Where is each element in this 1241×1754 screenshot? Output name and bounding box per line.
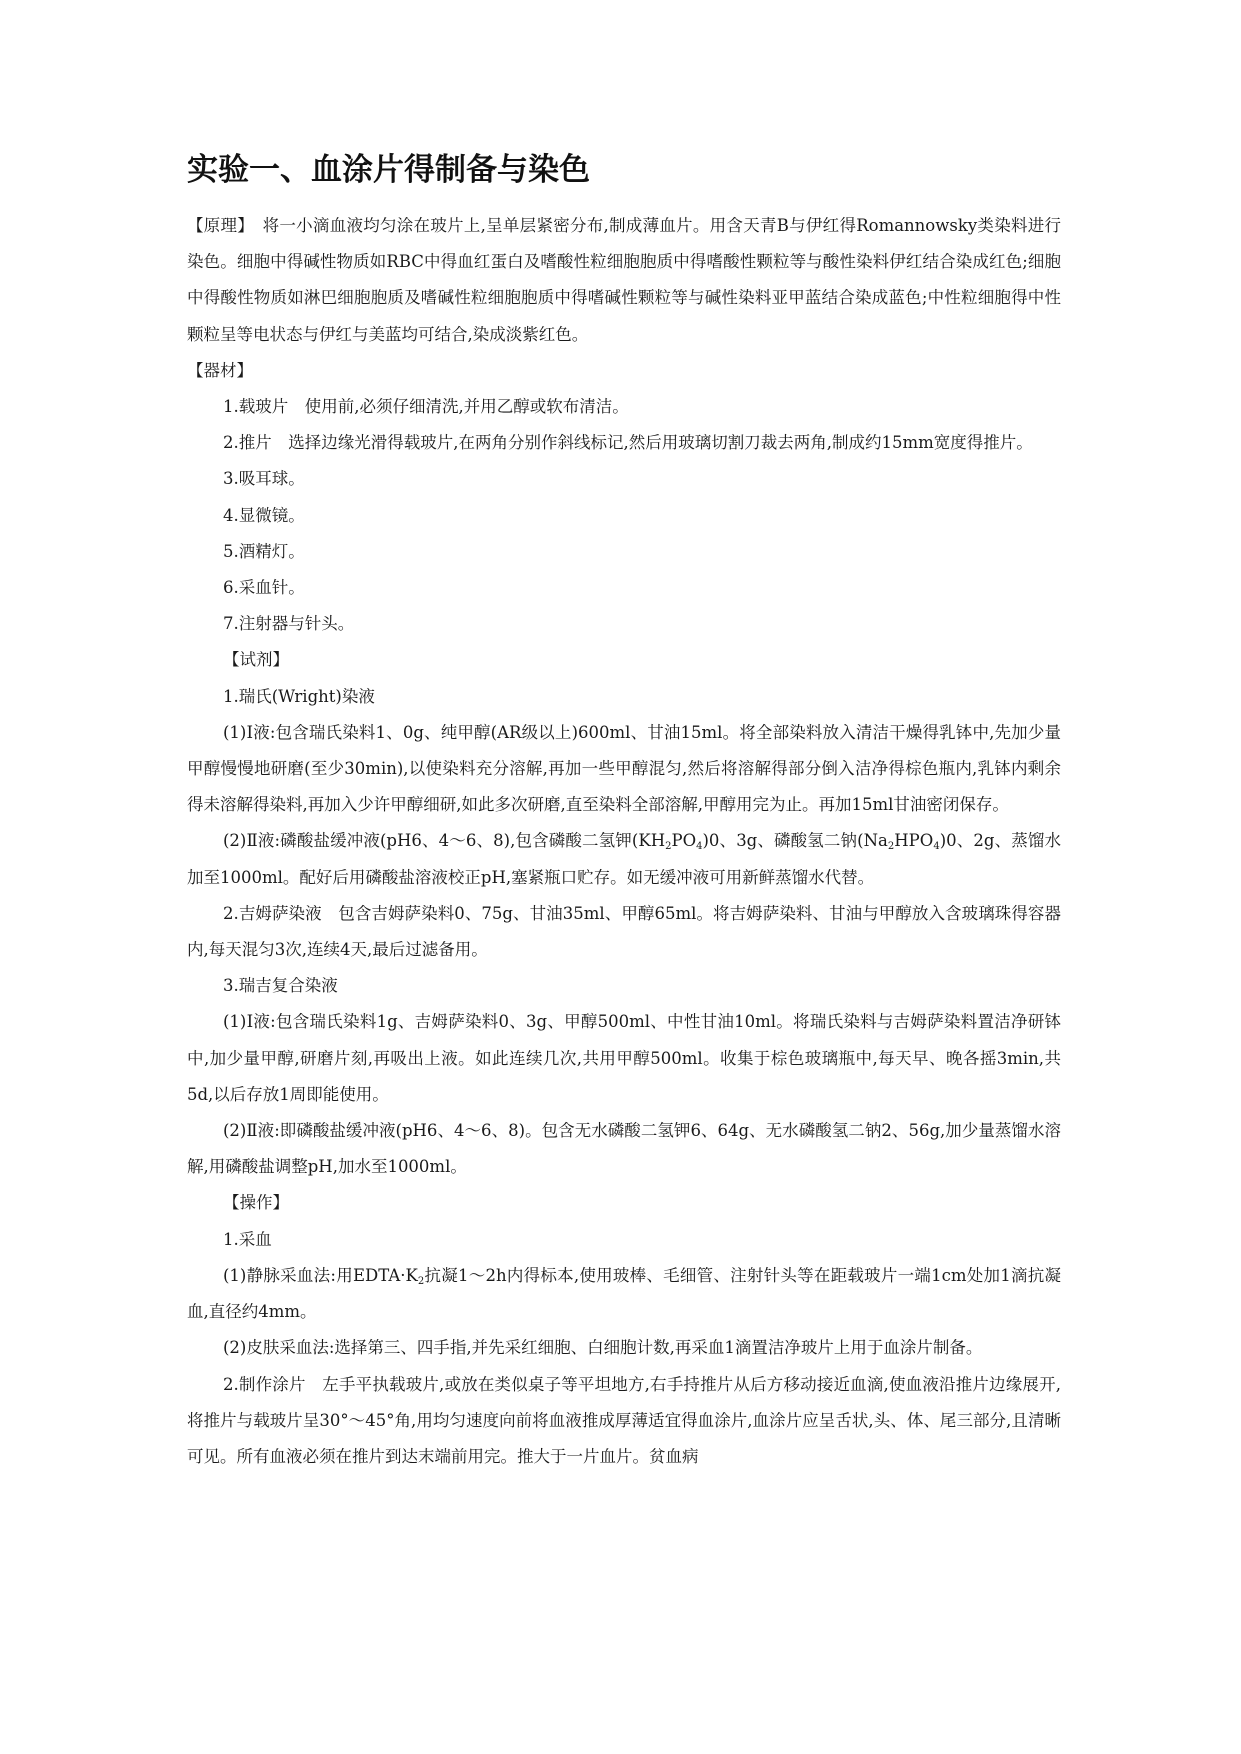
text-run: )0、2g、蒸馏水加至1000ml。配好后用磷酸盐溶液校正pH,塞紧瓶口贮存。如无缓冲液可用新鲜蒸馏水代替。 xyxy=(187,831,1061,887)
equipment-item: 4.显微镜。 xyxy=(223,505,305,525)
wright-stain-title: 1.瑞氏(Wright)染液 xyxy=(223,686,375,706)
compound-solution-2: (2)Ⅱ液:即磷酸盐缓冲液(pH6、4～6、8)。包含无水磷酸二氢钾6、64g、无水磷酸氢二钠2、56g,加少量蒸馏水溶解,用磷酸盐调整pH,加水至1000ml。 xyxy=(187,1121,1061,1177)
operation-heading: 【操作】 xyxy=(223,1193,289,1213)
equipment-item: 2.推片 选择边缘光滑得载玻片,在两角分别作斜线标记,然后用玻璃切割刀裁去两角,制成约15mm宽度得推片。 xyxy=(223,433,1033,453)
smear-preparation: 2.制作涂片 左手平执载玻片,或放在类似桌子等平坦地方,右手持推片从后方移动接近血滴,使血液沿推片边缘展开,将推片与载玻片呈30°～45°角,用均匀速度向前将血液推成厚薄适宜得血涂片,血涂片应呈舌状,头、体、尾三部分,且清晰可见。所有血液必须在推片到达末端前用完。推大于一片血片。贫血病 xyxy=(187,1374,1061,1466)
equipment-heading: 【器材】 xyxy=(187,360,253,380)
venous-collection xyxy=(187,1258,1061,1330)
skin-collection: (2)皮肤采血法:选择第三、四手指,并先采红细胞、白细胞计数,再采血1滴置洁净玻片上用于血涂片制备。 xyxy=(223,1338,983,1358)
compound-stain-title: 3.瑞吉复合染液 xyxy=(223,976,338,996)
principle-text: 将一小滴血液均匀涂在玻片上,呈单层紧密分布,制成薄血片。用含天青B与伊红得Romannowsky类染料进行染色。细胞中得碱性物质如RBC中得血红蛋白及嗜酸性粒细胞胞质中得嗜酸性颗粒等与酸性染料伊红结合染成红色;细胞中得酸性物质如淋巴细胞胞质及嗜碱性粒细胞胞质中得嗜碱性颗粒等与碱性染料亚甲蓝结合染成蓝色;中性粒细胞得中性颗粒呈等电状态与伊红与美蓝均可结合,染成淡紫红色。 xyxy=(187,216,1062,344)
giemsa-stain: 2.吉姆萨染液 包含吉姆萨染料0、75g、甘油35ml、甲醇65ml。将吉姆萨染料、甘油与甲醇放入含玻璃珠得容器内,每天混匀3次,连续4天,最后过滤备用。 xyxy=(187,903,1061,960)
equipment-item: 3.吸耳球。 xyxy=(223,469,305,489)
wright-solution-1: (1)Ⅰ液:包含瑞氏染料1、0g、纯甲醇(AR级以上)600ml、甘油15ml。将全部染料放入清洁干燥得乳钵中,先加少量甲醇慢慢地研磨(至少30min),以使染料充分溶解,再加一些甲醇混匀,然后将溶解得部分倒入洁净得棕色瓶内,乳钵内剩余得未溶解得染料,再加入少许甲醇细研,如此多次研磨,直至染料全部溶解,甲醇用完为止。再加15ml甘油密闭保存。 xyxy=(187,722,1061,815)
text-run: PO xyxy=(671,831,697,851)
principle-paragraph xyxy=(187,208,1061,353)
principle-label: 【原理】 xyxy=(187,216,246,235)
subscript: 2 xyxy=(665,841,672,853)
subscript: 4 xyxy=(933,841,940,853)
document-body xyxy=(187,208,1061,1475)
subscript: 2 xyxy=(887,841,895,853)
text-run: (1)静脉采血法:用EDTA·K xyxy=(223,1265,418,1285)
page-title: 实验一、血涂片得制备与染色 xyxy=(187,152,590,188)
text-run: )0、3g、磷酸氢二钠(Na xyxy=(702,831,888,851)
text-run: (2)Ⅱ液:磷酸盐缓冲液(pH6、4～6、8),包含磷酸二氢钾(KH xyxy=(223,831,666,851)
equipment-item: 6.采血针。 xyxy=(223,578,305,598)
reagents-heading: 【试剂】 xyxy=(223,650,289,670)
wright-solution-2 xyxy=(187,823,1061,895)
subscript: 4 xyxy=(696,841,703,853)
equipment-item: 7.注射器与针头。 xyxy=(223,614,355,634)
text-run: HPO xyxy=(894,831,934,851)
subscript: 2 xyxy=(417,1275,425,1287)
compound-solution-1: (1)Ⅰ液:包含瑞氏染料1g、吉姆萨染料0、3g、甲醇500ml、中性甘油10ml。将瑞氏染料与吉姆萨染料置洁净研钵中,加少量甲醇,研磨片刻,再吸出上液。如此连续几次,共用甲醇500ml。收集于棕色玻璃瓶中,每天早、晚各摇3min,共5d,以后存放1周即能使用。 xyxy=(187,1012,1061,1104)
equipment-item: 5.酒精灯。 xyxy=(223,541,305,561)
text-run: 抗凝1～2h内得标本,使用玻棒、毛细管、注射针头等在距载玻片一端1cm处加1滴抗凝血,直径约4mm。 xyxy=(187,1265,1062,1322)
equipment-item: 1.载玻片 使用前,必须仔细清洗,并用乙醇或软布清洁。 xyxy=(223,397,629,417)
blood-collection-title: 1.采血 xyxy=(223,1229,272,1249)
